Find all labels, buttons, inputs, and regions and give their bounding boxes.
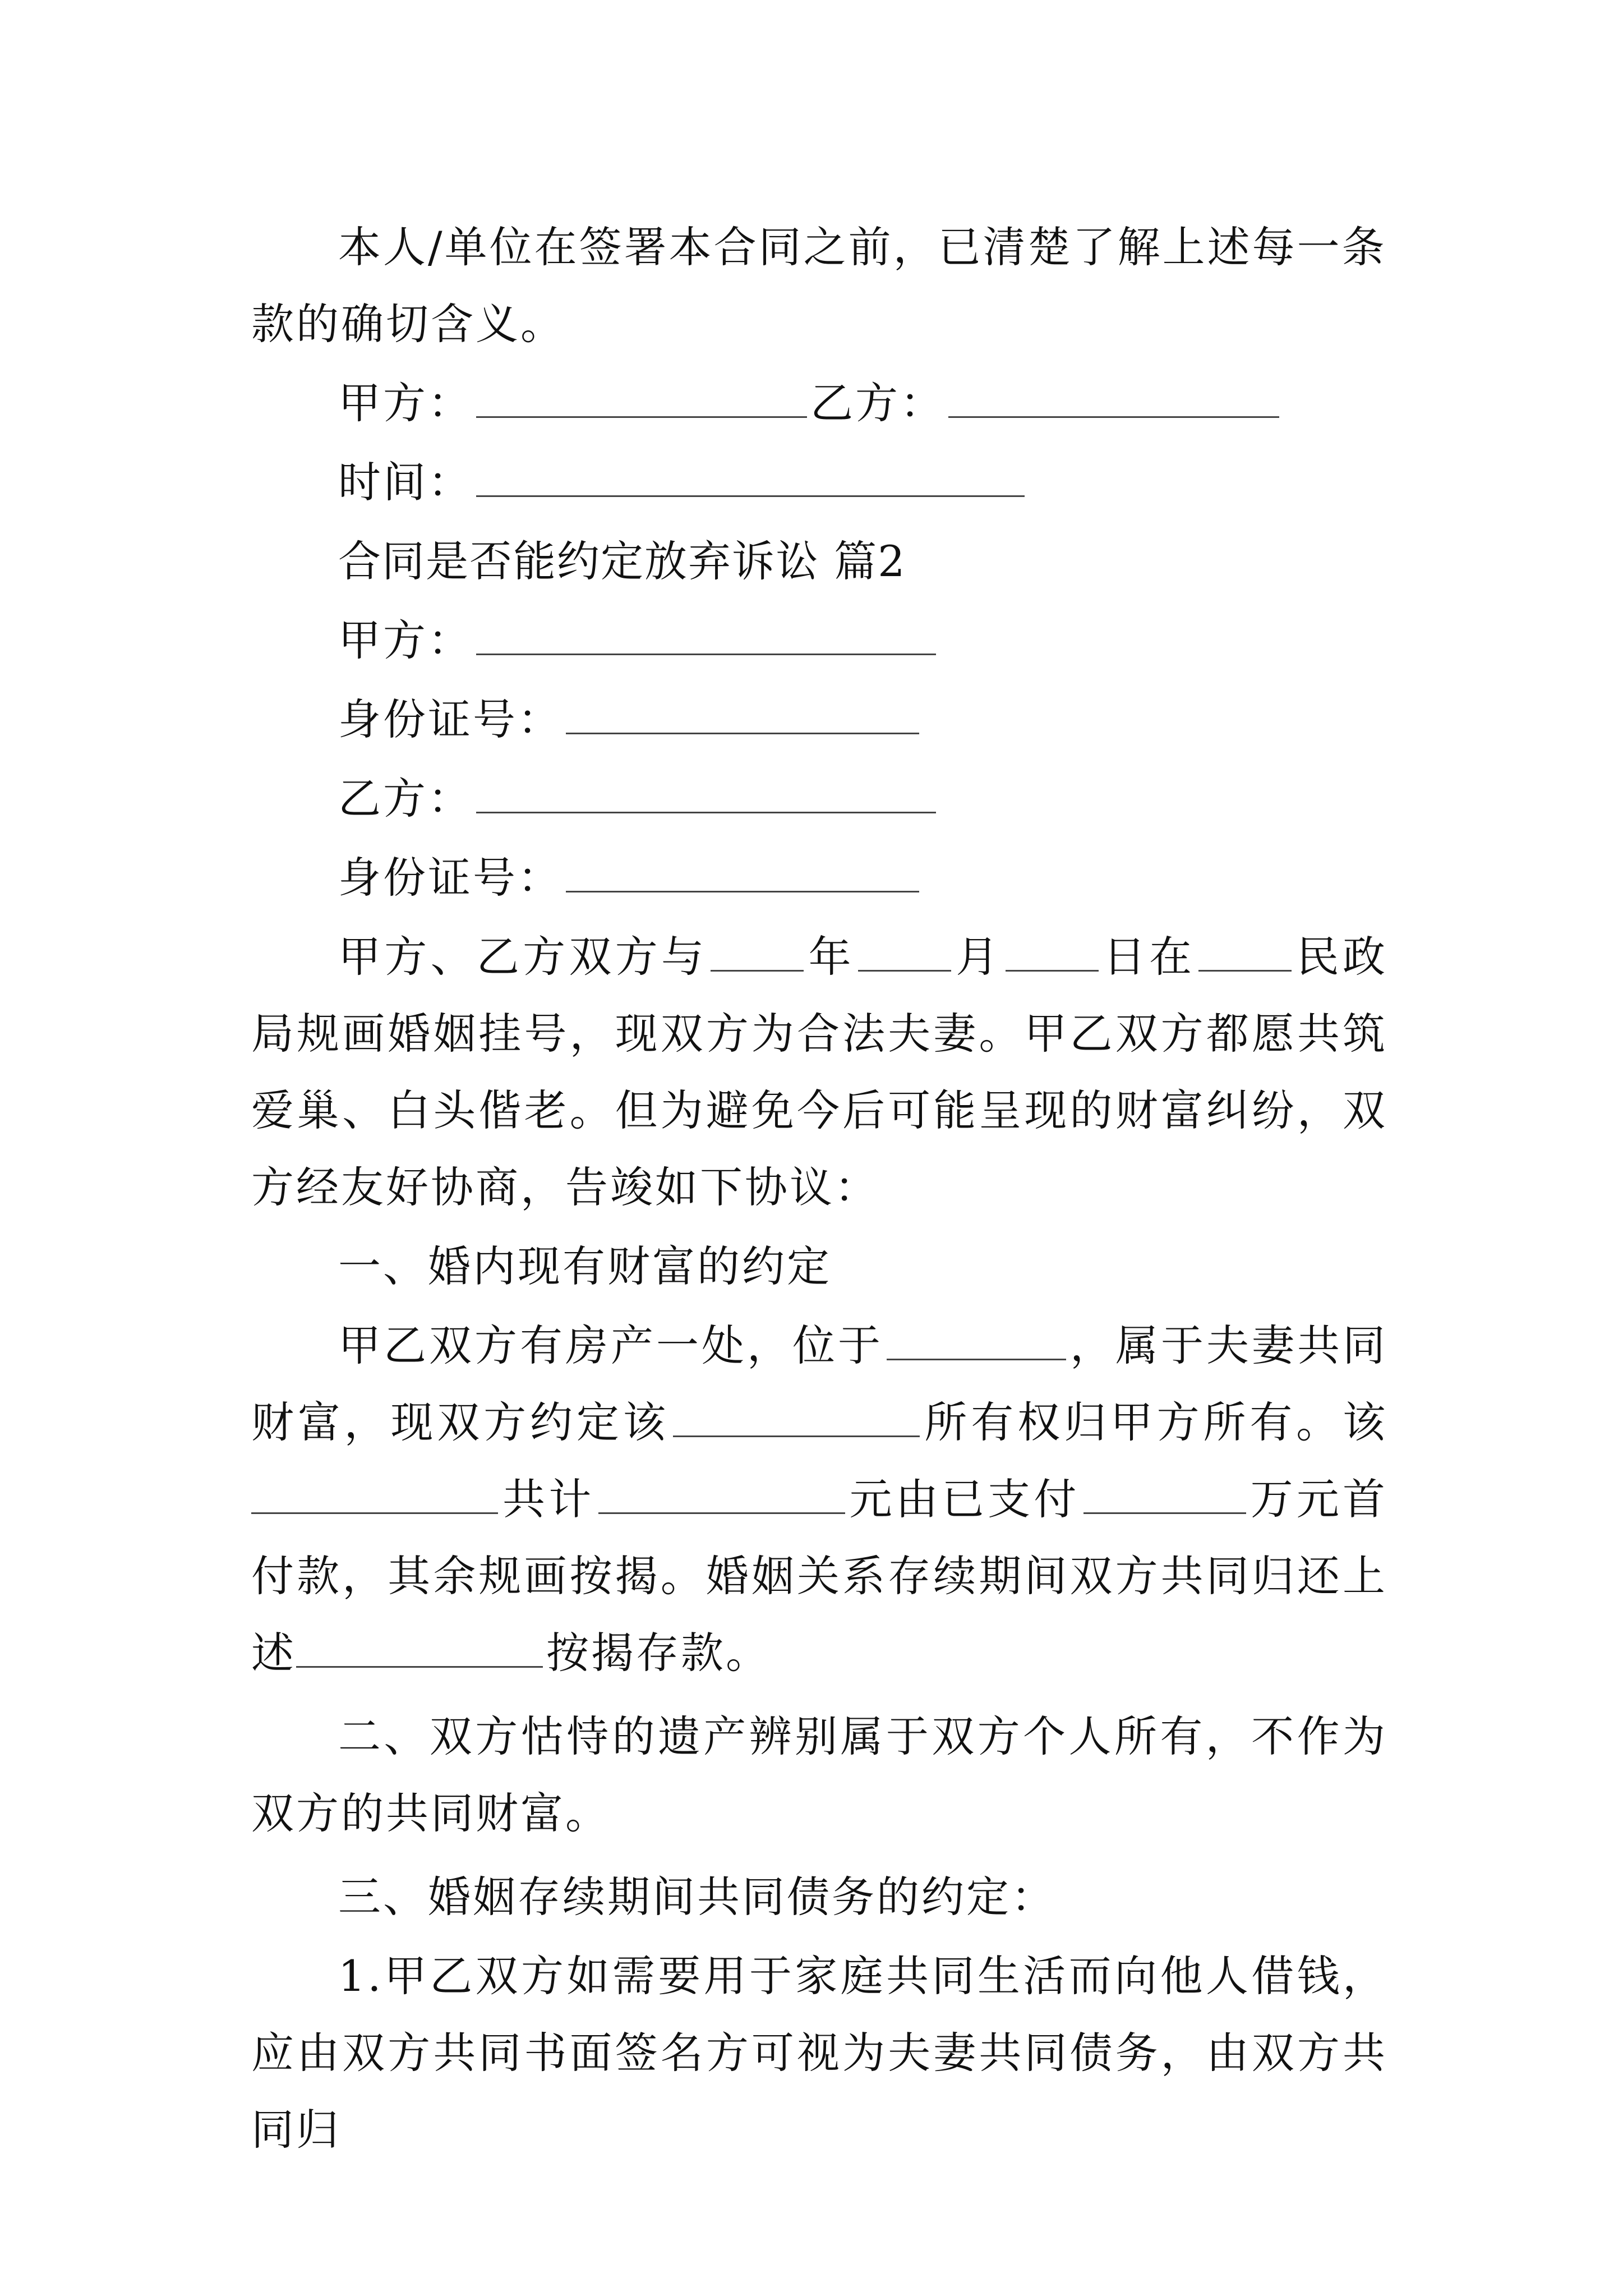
clause-1-text-8: 付款，其余规画按揭。婚姻关系存续期间双方共同归还上述: [251, 1551, 1387, 1678]
document-body: [251, 209, 1387, 2168]
party-b-label: 乙方：: [338, 774, 473, 823]
party-a-label: 甲方：: [338, 615, 473, 665]
clause-1-text-7: 万元首: [1249, 1474, 1387, 1524]
section-2-heading: [251, 523, 1387, 600]
sign-party-a-blank[interactable]: [476, 409, 807, 418]
party-a-id-line: [251, 681, 1387, 758]
sign-party-b-label: 乙方：: [810, 378, 945, 428]
party-b-id-line: [251, 839, 1387, 916]
intro-rest: 民政局规画婚姻挂号，现双方为合法夫妻。甲乙双方都愿共筑爱巢、白头偕老。但为避免今后可能呈现的财富纠纷，双方经友好协商，告竣如下协议：: [251, 932, 1388, 1212]
clause-1-text-9: 按揭存款。: [546, 1628, 771, 1678]
party-a-id-blank[interactable]: [566, 726, 919, 734]
party-a-line: [251, 602, 1387, 679]
bureau-blank[interactable]: [1198, 963, 1292, 972]
acknowledgement-line-2: 款的确切含义。: [251, 299, 565, 349]
acknowledgement-line-1: 本人/单位在签署本合同之前，已清楚了解上述每一条: [338, 222, 1387, 272]
party-b-id-label: 身份证号：: [338, 853, 562, 903]
month-blank[interactable]: [858, 963, 951, 972]
clause-3-heading: [251, 1858, 1387, 1935]
day-blank[interactable]: [1006, 963, 1099, 972]
clause-1-text-5: 共计: [501, 1474, 595, 1524]
clause-1-text-6: 元由已支付: [848, 1474, 1080, 1524]
property-location-blank[interactable]: [887, 1352, 1066, 1360]
clause-1-text-1: 甲乙双方有房产一处，位于: [338, 1320, 883, 1370]
signature-line-time: [251, 444, 1387, 521]
clause-1-paragraph: [251, 1307, 1387, 1691]
clause-2-paragraph: [251, 1698, 1387, 1852]
marriage-registration-paragraph: [251, 918, 1387, 1226]
property-blank-2[interactable]: [251, 1506, 498, 1514]
total-amount-blank[interactable]: [598, 1506, 845, 1514]
sign-party-a-label: 甲方：: [338, 378, 473, 428]
clause-1-heading: [251, 1228, 1387, 1305]
party-b-blank[interactable]: [476, 805, 936, 813]
acknowledgement-paragraph: [251, 209, 1387, 362]
sign-party-b-blank[interactable]: [948, 409, 1279, 418]
party-a-blank[interactable]: [476, 647, 936, 655]
clause-1-title: 一、婚内现有财富的约定: [338, 1241, 832, 1291]
intro-text-1: 甲方、乙方双方与: [338, 932, 708, 982]
party-b-line: [251, 760, 1387, 837]
party-a-id-label: 身份证号：: [338, 694, 562, 744]
intro-day-at: 日在: [1101, 932, 1196, 982]
clause-2-text: 二、双方怙恃的遗产辨别属于双方个人所有，不作为双方的共同财富。: [251, 1711, 1387, 1838]
mortgage-blank[interactable]: [296, 1659, 543, 1668]
intro-year: 年: [807, 932, 855, 982]
clause-1-text-4: 所有权归甲方所有。该: [923, 1397, 1388, 1447]
clause-1-text-3: 财富，现双方约定该: [251, 1397, 670, 1447]
signature-line-parties: [251, 365, 1387, 441]
property-name-blank[interactable]: [673, 1429, 920, 1437]
clause-3-title: 三、婚姻存续期间共同债务的约定：: [338, 1872, 1056, 1922]
party-b-id-blank[interactable]: [566, 884, 919, 892]
section-2-title: 合同是否能约定放弃诉讼 篇2: [338, 536, 906, 586]
sign-time-label: 时间：: [338, 457, 473, 507]
clause-3-item-1: [251, 1938, 1387, 2168]
sign-time-blank[interactable]: [476, 489, 1025, 497]
intro-month: 月: [954, 932, 1002, 982]
clause-1-text-2: ，属于夫妻共同: [1069, 1320, 1387, 1370]
year-blank[interactable]: [711, 963, 804, 972]
down-payment-blank[interactable]: [1083, 1506, 1246, 1514]
clause-3-item-1-text: 1.甲乙双方如需要用于家庭共同生活而向他人借钱，应由双方共同书面签名方可视为夫妻共同债务，由双方共同归: [251, 1951, 1387, 2155]
